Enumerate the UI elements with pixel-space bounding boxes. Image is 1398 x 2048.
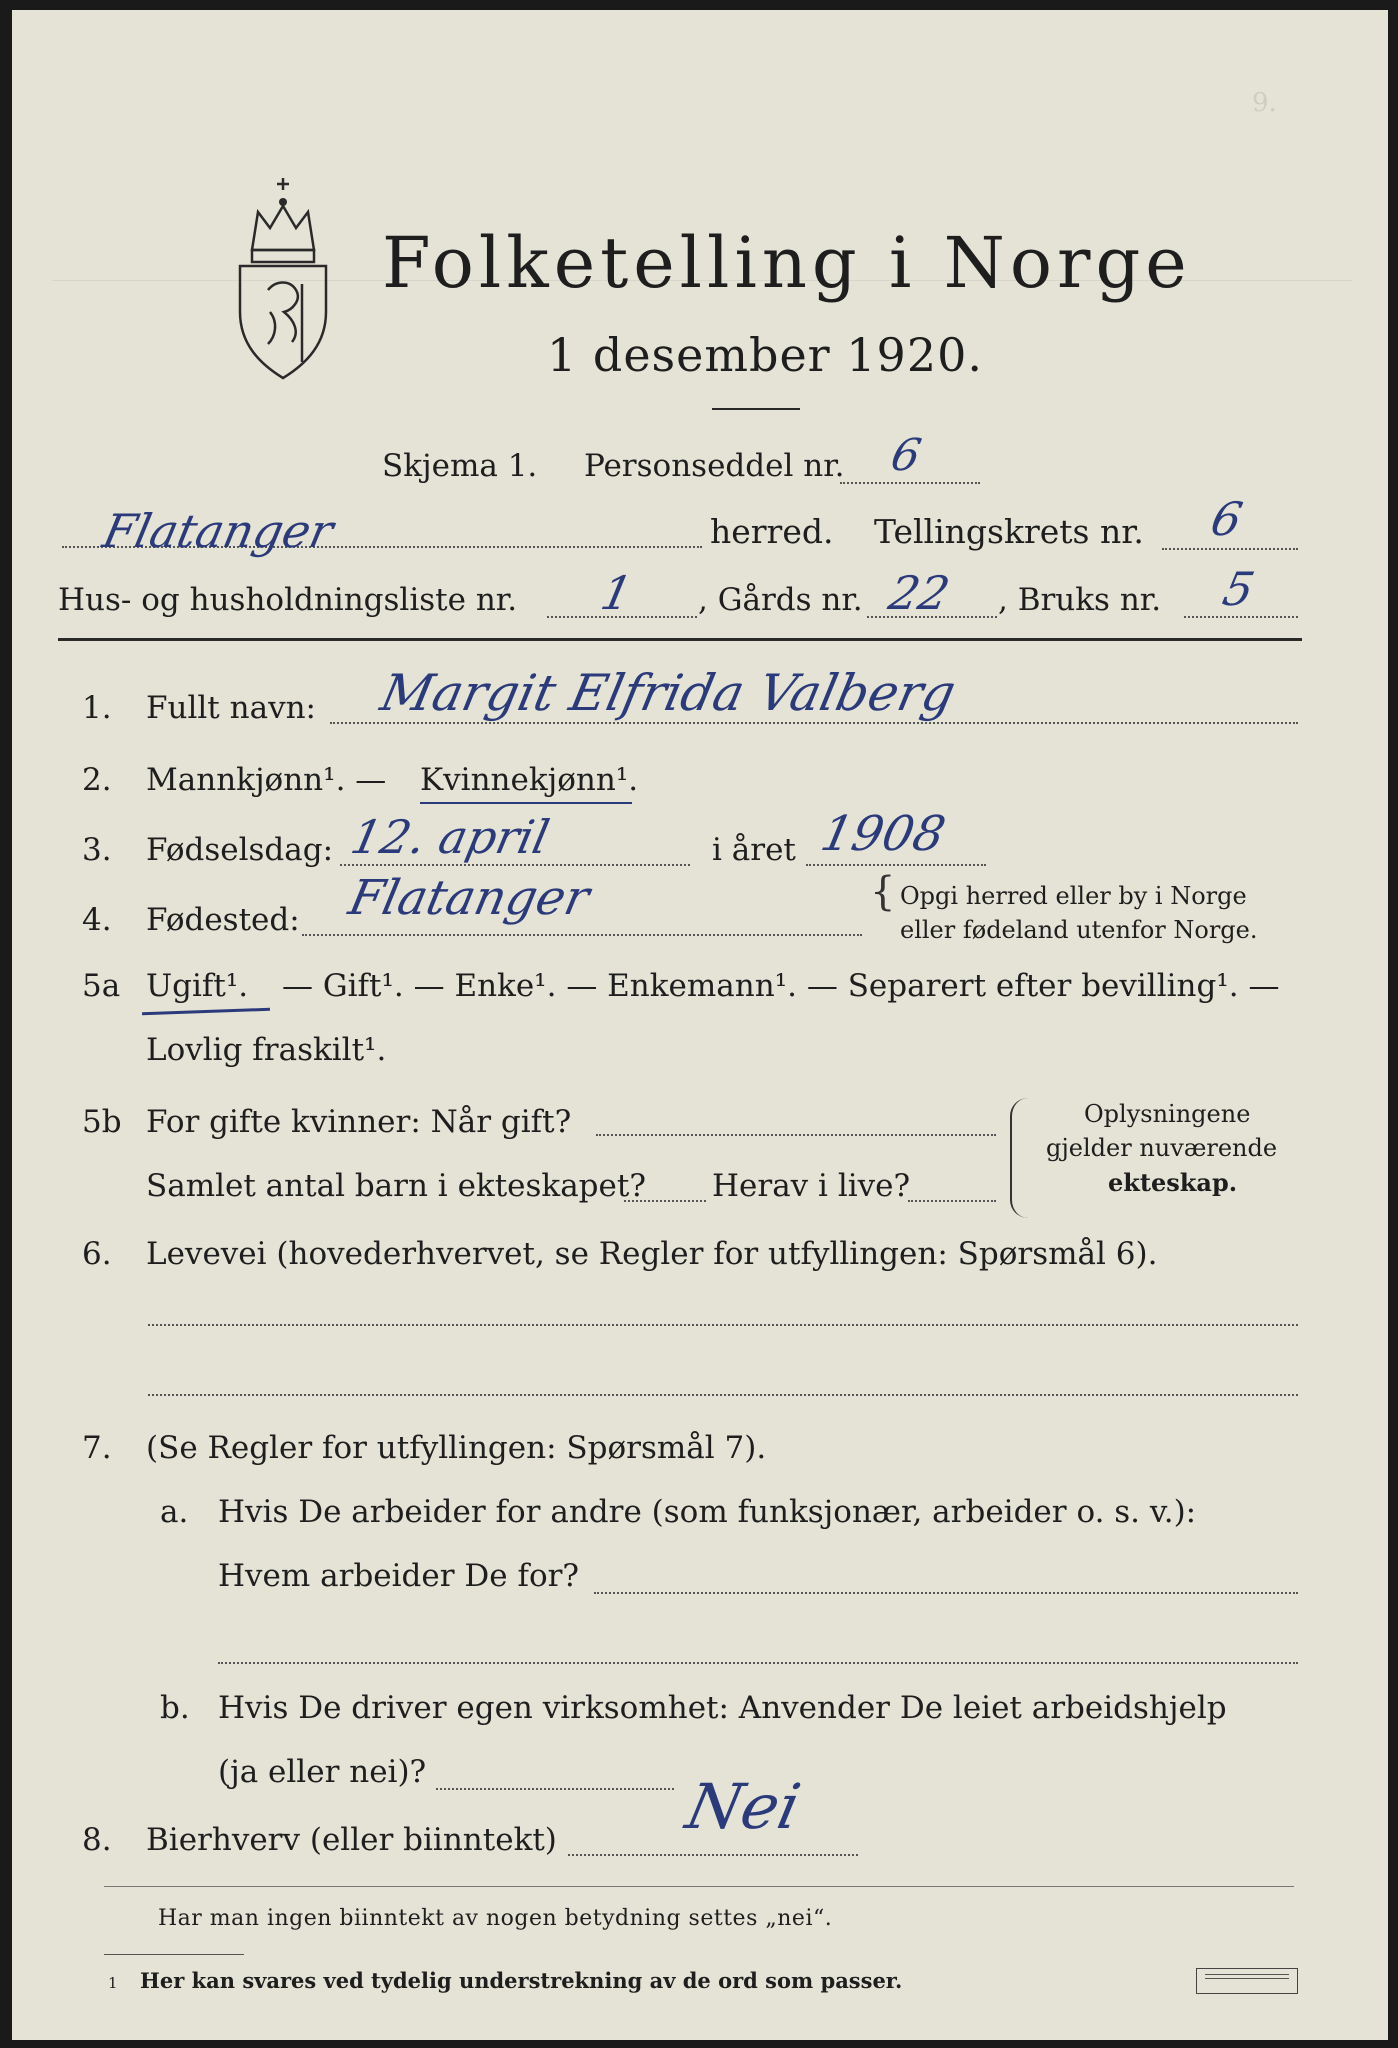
q2-kvinnekjonn-underline — [420, 802, 632, 804]
q5a-line2: Lovlig fraskilt¹. — [146, 1032, 387, 1068]
q5b-alive-label: Herav i live? — [712, 1168, 911, 1204]
q5b-married-field — [596, 1134, 996, 1136]
q4-number: 4. — [82, 902, 112, 938]
hus-value: 1 — [596, 566, 638, 620]
q5b-alive-field — [908, 1200, 996, 1202]
q6-text: Levevei (hovederhvervet, se Regler for utfyllingen: Spørsmål 6). — [146, 1236, 1158, 1272]
q8-label: Bierhverv (eller biinntekt) — [146, 1822, 557, 1858]
q2-kvinnekjonn: Kvinnekjønn¹. — [420, 762, 639, 798]
personseddel-field — [840, 482, 980, 484]
bruks-value: 5 — [1218, 562, 1260, 616]
q3-birthday-value: 12. april — [346, 810, 554, 864]
q7-number: 7. — [82, 1430, 112, 1466]
q5b-children-field — [624, 1200, 706, 1202]
printer-stamp-icon — [1196, 1968, 1298, 1994]
header-rule — [58, 638, 1302, 641]
q5b-children-label: Samlet antal barn i ekteskapet? — [146, 1168, 646, 1204]
form-title: Folketelling i Norge — [382, 222, 1192, 304]
hus-label: Hus- og husholdningsliste nr. — [58, 582, 518, 618]
q5a-ugift: Ugift¹. — [146, 968, 249, 1004]
notes-rule — [104, 1886, 1294, 1887]
bruks-field — [1184, 616, 1298, 618]
personseddel-value: 6 — [886, 430, 926, 481]
q5a-options: — Gift¹. — Enke¹. — Enkemann¹. — Separert efter bevilling¹. — — [282, 968, 1280, 1004]
q6-field-line1 — [148, 1324, 1298, 1326]
q5b-note-line3: ekteskap. — [1108, 1168, 1238, 1197]
q4-label: Fødested: — [146, 902, 300, 938]
q5b-bracket — [1010, 1098, 1032, 1218]
norwegian-coat-of-arms-icon — [230, 172, 336, 384]
gards-label: , Gårds nr. — [698, 582, 863, 618]
q4-note-line1: Opgi herred eller by i Norge — [900, 882, 1247, 910]
gards-value: 22 — [884, 566, 955, 620]
census-date: 1 desember 1920. — [547, 328, 983, 382]
q7b-field — [436, 1788, 674, 1790]
herred-label: herred. — [710, 512, 834, 551]
q4-note-line2: eller fødeland utenfor Norge. — [900, 916, 1258, 944]
q3-label: Fødselsdag: — [146, 832, 334, 868]
q7a-line1: Hvis De arbeider for andre (som funksjonær, arbeider o. s. v.): — [218, 1494, 1197, 1530]
q7b-line2: (ja eller nei)? — [218, 1754, 427, 1790]
q7a-employer-field-line2 — [218, 1662, 1298, 1664]
q7a-label: a. — [160, 1494, 189, 1530]
q4-birthplace-value: Flatanger — [344, 870, 595, 926]
q3-year-value: 1908 — [816, 806, 951, 862]
q3-year-label: i året — [712, 832, 796, 868]
nei-note: Har man ingen biinntekt av nogen betydning settes „nei“. — [158, 1906, 833, 1931]
bleed-through-text: 9. — [1252, 88, 1277, 118]
q1-label: Fullt navn: — [146, 690, 316, 726]
q3-year-field — [806, 864, 986, 866]
q3-number: 3. — [82, 832, 112, 868]
tellingskrets-value: 6 — [1206, 492, 1248, 546]
q6-field-line2 — [148, 1394, 1298, 1396]
bruks-label: , Bruks nr. — [998, 582, 1162, 618]
footnote-mark: 1 — [108, 1974, 118, 1992]
title-divider — [712, 408, 800, 410]
q2-number: 2. — [82, 762, 112, 798]
q4-field — [302, 934, 862, 936]
q5a-ugift-underline — [142, 1008, 270, 1015]
q8-number: 8. — [82, 1822, 112, 1858]
personseddel-label: Personseddel nr. — [584, 448, 845, 484]
q5b-line1: For gifte kvinner: Når gift? — [146, 1104, 572, 1140]
q5b-note-line1: Oplysningene — [1084, 1100, 1251, 1128]
q3-day-field — [340, 864, 690, 866]
q1-full-name-value: Margit Elfrida Valberg — [375, 664, 961, 722]
q5b-note-line2: gjelder nuværende — [1046, 1134, 1278, 1162]
tellingskrets-field — [1162, 548, 1298, 550]
herred-value: Flatanger — [98, 504, 338, 558]
q7a-line2: Hvem arbeider De for? — [218, 1558, 580, 1594]
q8-field — [568, 1854, 858, 1856]
tellingskrets-label: Tellingskrets nr. — [874, 512, 1144, 551]
census-form-page — [12, 10, 1388, 2040]
q6-number: 6. — [82, 1236, 112, 1272]
q4-brace: { — [870, 869, 896, 915]
footnote-text: Her kan svares ved tydelig understrekning av de ord som passer. — [140, 1968, 903, 1993]
q2-mannkjonn: Mannkjønn¹. — — [146, 762, 387, 798]
q7a-employer-field — [594, 1592, 1298, 1594]
q8-value: Nei — [680, 1770, 807, 1843]
q7b-label: b. — [160, 1690, 190, 1726]
footnote-rule — [104, 1954, 244, 1955]
q7b-line1: Hvis De driver egen virksomhet: Anvender De leiet arbeidshjelp — [218, 1690, 1227, 1726]
q5a-number: 5a — [82, 968, 121, 1004]
schema-label: Skjema 1. — [382, 448, 538, 484]
q1-number: 1. — [82, 690, 112, 726]
q1-field — [330, 722, 1298, 724]
q7-text: (Se Regler for utfyllingen: Spørsmål 7). — [146, 1430, 767, 1466]
q5b-number: 5b — [82, 1104, 122, 1140]
